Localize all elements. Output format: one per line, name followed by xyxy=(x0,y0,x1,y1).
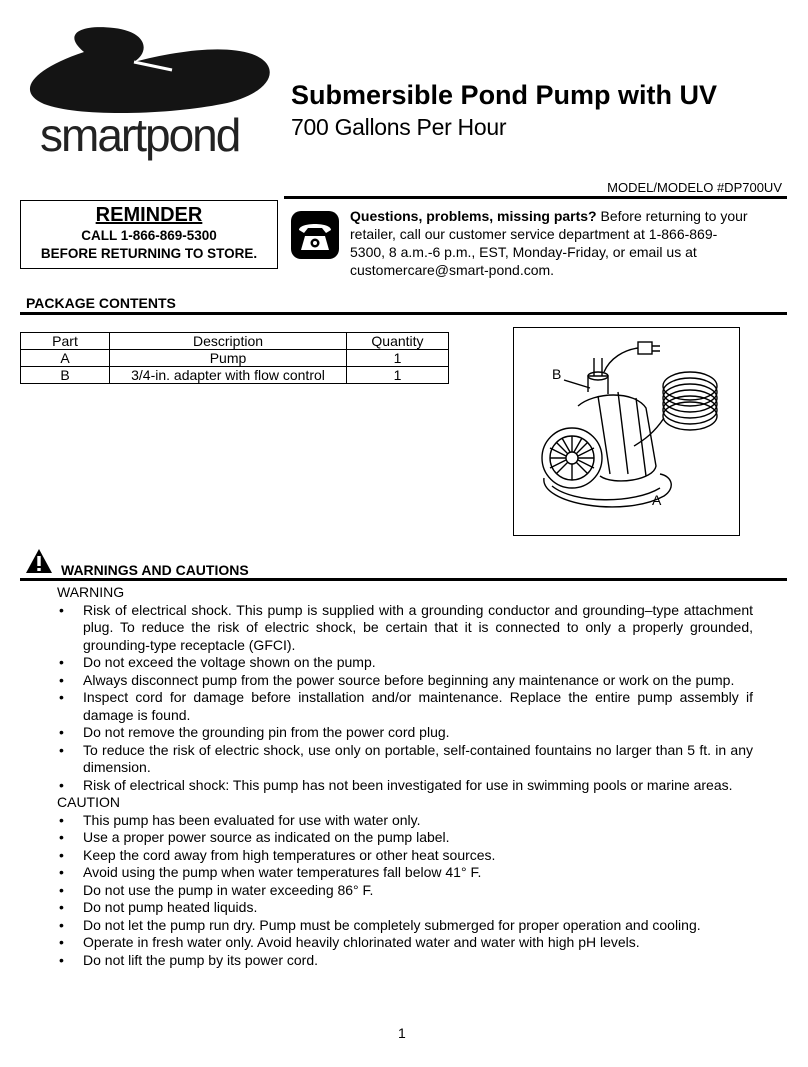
reminder-heading: REMINDER xyxy=(95,204,203,226)
col-quantity: Quantity xyxy=(347,333,449,350)
list-item: • Always disconnect pump from the power source before beginning any maintenance or work on the pump. xyxy=(57,672,753,690)
list-item: • To reduce the risk of electric shock, use only on portable, self-contained fountains no larger than 5 ft. in any dimension. xyxy=(57,742,753,777)
package-contents-rule xyxy=(20,312,787,315)
caution-label: CAUTION xyxy=(57,794,120,810)
list-item: • Inspect cord for damage before installation and/or maintenance. Replace the entire pump assembly if damage is found. xyxy=(57,689,753,724)
product-subtitle: 700 Gallons Per Hour xyxy=(291,114,507,140)
list-item: • Keep the cord away from high temperatures or other heat sources. xyxy=(57,847,753,865)
header-rule xyxy=(284,196,787,199)
cell: A xyxy=(21,350,110,367)
reminder-line-1: CALL 1-866-869-5300 xyxy=(81,228,217,243)
list-item: • Operate in fresh water only. Avoid heavily chlorinated water and water with high pH levels. xyxy=(57,934,753,952)
cell: Pump xyxy=(110,350,347,367)
parts-table xyxy=(20,332,449,384)
cell: 3/4-in. adapter with flow control xyxy=(110,367,347,384)
product-title: Submersible Pond Pump with UV xyxy=(291,80,718,110)
page-number: 1 xyxy=(398,1025,406,1041)
list-item: • Risk of electrical shock. This pump is supplied with a grounding conductor and grounding–type attachment plug. To reduce the risk of electric shock, be certain that it is connected to only a properly grounded, grounding-type receptacle (GFCI). xyxy=(57,602,753,655)
package-contents-heading: PACKAGE CONTENTS xyxy=(26,295,176,311)
warnings-rule xyxy=(20,578,787,581)
cell: B xyxy=(21,367,110,384)
col-description: Description xyxy=(110,333,347,350)
warnings-body xyxy=(57,584,753,969)
list-item: • Do not pump heated liquids. xyxy=(57,899,753,917)
reminder-box xyxy=(20,200,278,269)
figure-label-a: A xyxy=(652,492,662,508)
list-item: • Do not lift the pump by its power cord. xyxy=(57,952,753,970)
warning-label: WARNING xyxy=(57,584,125,600)
list-item: • This pump has been evaluated for use with water only. xyxy=(57,812,753,830)
cell: 1 xyxy=(347,367,449,384)
col-part: Part xyxy=(21,333,110,350)
list-item: • Use a proper power source as indicated on the pump label. xyxy=(57,829,753,847)
figure-label-b: B xyxy=(552,366,562,382)
list-item: • Do not exceed the voltage shown on the pump. xyxy=(57,654,753,672)
list-item: • Risk of electrical shock: This pump has not been investigated for use in swimming pools or marine areas. xyxy=(57,777,753,795)
list-item: • Avoid using the pump when water temperatures fall below 41° F. xyxy=(57,864,753,882)
list-item: • Do not remove the grounding pin from the power cord plug. xyxy=(57,724,753,742)
warnings-heading: WARNINGS AND CAUTIONS xyxy=(61,562,249,578)
caution-list xyxy=(57,812,753,970)
brand-name: smartpond xyxy=(40,109,240,161)
pump-figure xyxy=(513,327,740,536)
list-item: • Do not use the pump in water exceeding 86° F. xyxy=(57,882,753,900)
logo-lily-pad xyxy=(22,22,282,122)
contact-body: Before returning to your retailer, call our customer service department at 1-866-869-5300, 8 a.m.-6 p.m., EST, Monday-Friday, or email us at customercare@smart-pond.com. xyxy=(350,208,748,278)
reminder-line-2: BEFORE RETURNING TO STORE. xyxy=(40,246,258,261)
warning-icon xyxy=(25,548,53,574)
table-row xyxy=(21,367,449,384)
table-row xyxy=(21,350,449,367)
contact-info xyxy=(350,207,750,279)
model-number: MODEL/MODELO #DP700UV xyxy=(607,180,782,195)
phone-icon xyxy=(290,210,340,260)
warning-list xyxy=(57,602,753,795)
cell: 1 xyxy=(347,350,449,367)
list-item: • Do not let the pump run dry. Pump must be completely submerged for proper operation and cooling. xyxy=(57,917,753,935)
pump-illustration xyxy=(514,328,738,534)
contact-lead: Questions, problems, missing parts? xyxy=(350,208,597,224)
